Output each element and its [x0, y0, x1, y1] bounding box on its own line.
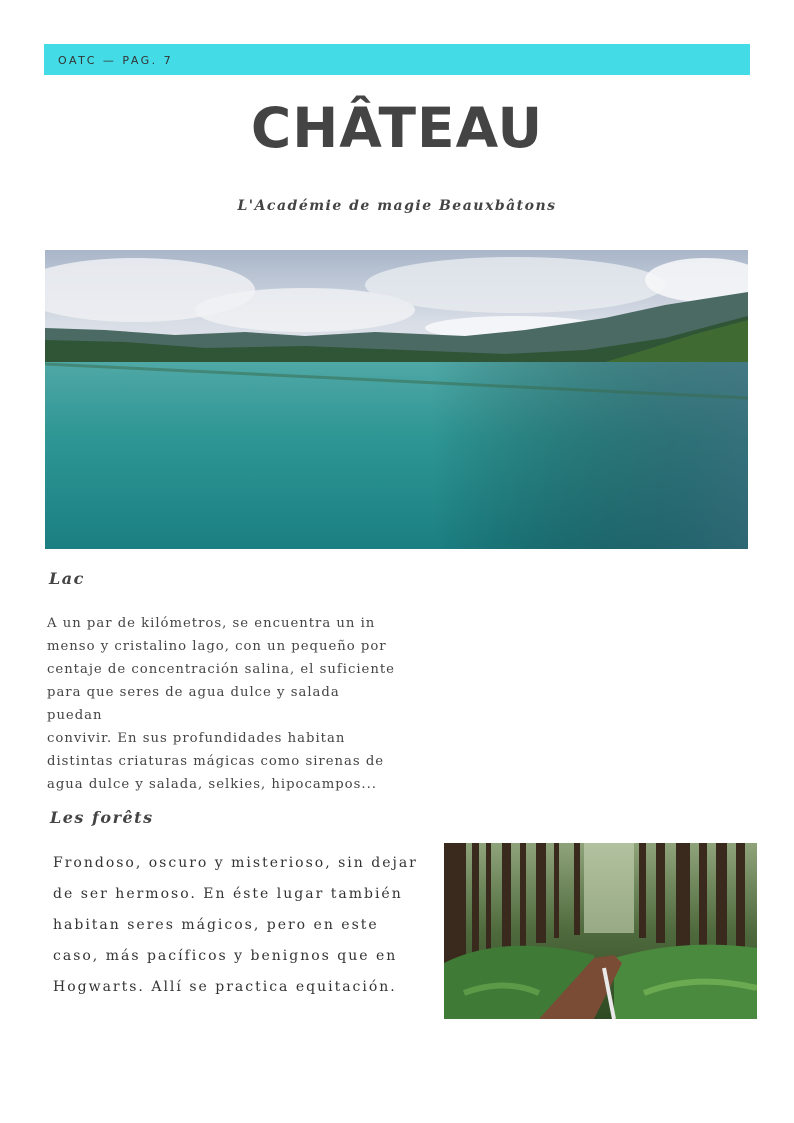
forest-photo [444, 843, 757, 1019]
forest-line: habitan seres mágicos, pero en este [53, 917, 379, 933]
forest-line: Hogwarts. Allí se practica equitación. [53, 979, 397, 995]
lake-paragraph [47, 612, 397, 796]
lake-line: A un par de kilómetros, se encuentra un in [47, 616, 376, 631]
lake-line: menso y cristalino lago, con un pequeño por [47, 639, 387, 654]
lake-line: distintas criaturas mágicas como sirenas de [47, 754, 385, 769]
lake-line: para que seres de agua dulce y salada puedan [47, 685, 340, 723]
lake-line: agua dulce y salada, selkies, hipocampos... [47, 777, 377, 792]
lake-line: centaje de concentración salina, el suficiente [47, 662, 395, 677]
forest-paragraph [53, 848, 438, 1003]
lake-line: convivir. En sus profundidades habitan [47, 731, 346, 746]
lake-heading: Lac [49, 569, 85, 588]
header-bar [44, 44, 750, 75]
forest-line: caso, más pacíficos y benignos que en [53, 948, 398, 964]
page-subtitle: L'Académie de magie Beauxbâtons [237, 198, 557, 214]
forest-line: de ser hermoso. En éste lugar también [53, 886, 403, 902]
header-label: OATC — PAG. 7 [58, 54, 174, 67]
page-title: CHÂTEAU [250, 96, 544, 160]
forest-heading: Les forêts [50, 808, 154, 827]
lake-photo [45, 250, 748, 549]
forest-line: Frondoso, oscuro y misterioso, sin dejar [53, 855, 418, 871]
